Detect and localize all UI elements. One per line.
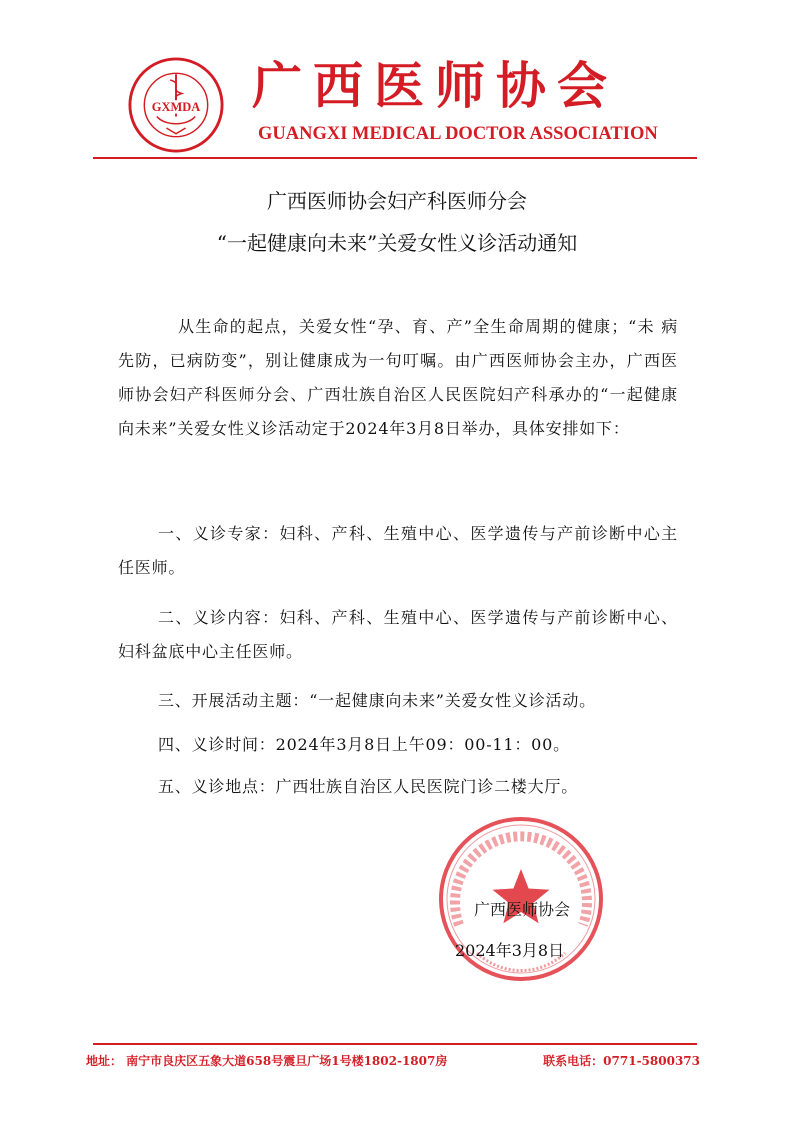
footer-address: 地址： 南宁市良庆区五象大道658号震旦广场1号楼1802-1807房 <box>86 1054 448 1068</box>
org-name-cn: 广西医师协会 <box>252 56 618 115</box>
footer-phone: 联系电话：0771-5800373 <box>543 1054 700 1068</box>
intro-paragraph: 从生命的起点，关爱女性“孕、育、产”全生命周期的健康；“未 病先防，已病防变”，别让健康成为一句叮嘱。由广西医师协会主办，广西医师协会妇产科医师分会、广西壮族自治区人民医院妇产科承办的“一起健康向未来”关爱女性义诊活动定于2024年3月8日举办，具体安排如下： <box>118 317 678 438</box>
item-experts: 一、义诊专家：妇科、产科、生殖中心、医学遗传与产前诊断中心主任医师。 <box>118 524 678 577</box>
item-content: 二、义诊内容：妇科、产科、生殖中心、医学遗传与产前诊断中心、妇科盆底中心主任医师。 <box>118 608 678 661</box>
org-name-en: GUANGXI MEDICAL DOCTOR ASSOCIATION <box>258 124 658 144</box>
notice-title-line2: “一起健康向未来”关爱女性义诊活动通知 <box>216 231 578 255</box>
header-divider <box>93 157 697 159</box>
signature-date: 2024年3月8日 <box>455 941 565 960</box>
notice-title-line1: 广西医师协会妇产科医师分会 <box>267 189 527 213</box>
association-logo <box>128 57 224 153</box>
item-location: 五、义诊地点：广西壮族自治区人民医院门诊二楼大厅。 <box>158 777 579 796</box>
footer-divider <box>93 1043 697 1045</box>
logo-text: GXMDA <box>151 99 201 114</box>
item-time: 四、义诊时间：2024年3月8日上午09：00-11：00。 <box>158 735 570 754</box>
signature-org: 广西医师协会 <box>474 900 571 919</box>
item-theme: 三、开展活动主题：“一起健康向未来”关爱女性义诊活动。 <box>158 691 596 710</box>
